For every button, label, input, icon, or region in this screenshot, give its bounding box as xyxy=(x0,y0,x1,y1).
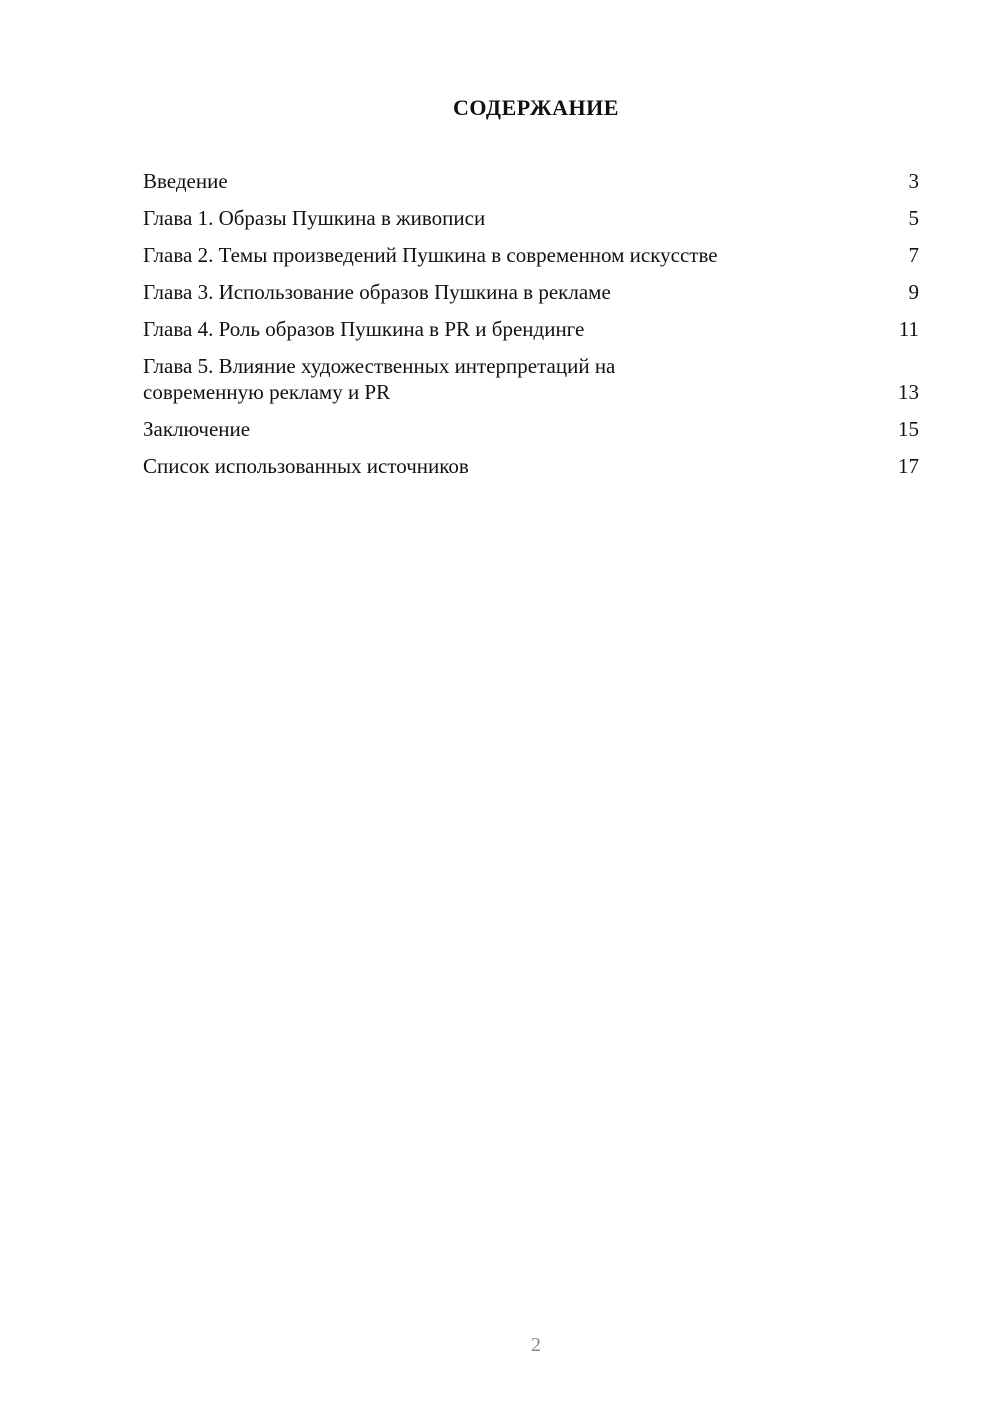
toc-entry-chapter-3 xyxy=(143,279,919,305)
toc-entry-page: 3 xyxy=(908,169,919,193)
toc-entry-chapter-1 xyxy=(143,205,919,231)
toc-entry-text: Введение xyxy=(143,169,228,193)
toc-entry-text: Список использованных источников xyxy=(143,454,469,478)
toc-entry-references xyxy=(143,453,919,479)
toc-entry-chapter-5 xyxy=(143,353,919,405)
toc-entry-introduction xyxy=(143,168,919,194)
toc-entry-chapter-2 xyxy=(143,242,919,268)
toc-heading: СОДЕРЖАНИЕ xyxy=(453,95,619,120)
toc-entry-conclusion xyxy=(143,416,919,442)
toc-entry-text: Глава 4. Роль образов Пушкина в PR и брендинге xyxy=(143,317,585,341)
toc-entry-page: 7 xyxy=(908,243,919,267)
toc-entry-text: Заключение xyxy=(143,417,251,441)
toc-entry-text: Глава 5. Влияние художественных интерпретаций на современную рекламу и PR xyxy=(143,354,616,404)
toc-entry-page: 13 xyxy=(898,380,919,404)
toc-entry-page: 15 xyxy=(898,417,919,441)
toc-entry-text: Глава 2. Темы произведений Пушкина в современном искусстве xyxy=(143,243,718,267)
toc-entry-page: 9 xyxy=(908,280,919,304)
toc-entry-page: 5 xyxy=(908,206,919,230)
table-of-contents xyxy=(143,168,919,490)
toc-entry-chapter-4 xyxy=(143,316,919,342)
toc-entry-text: Глава 1. Образы Пушкина в живописи xyxy=(143,206,486,230)
toc-entry-page: 11 xyxy=(898,317,919,341)
toc-entry-page: 17 xyxy=(898,454,919,478)
page-number: 2 xyxy=(531,1334,541,1356)
toc-entry-text: Глава 3. Использование образов Пушкина в рекламе xyxy=(143,280,611,304)
